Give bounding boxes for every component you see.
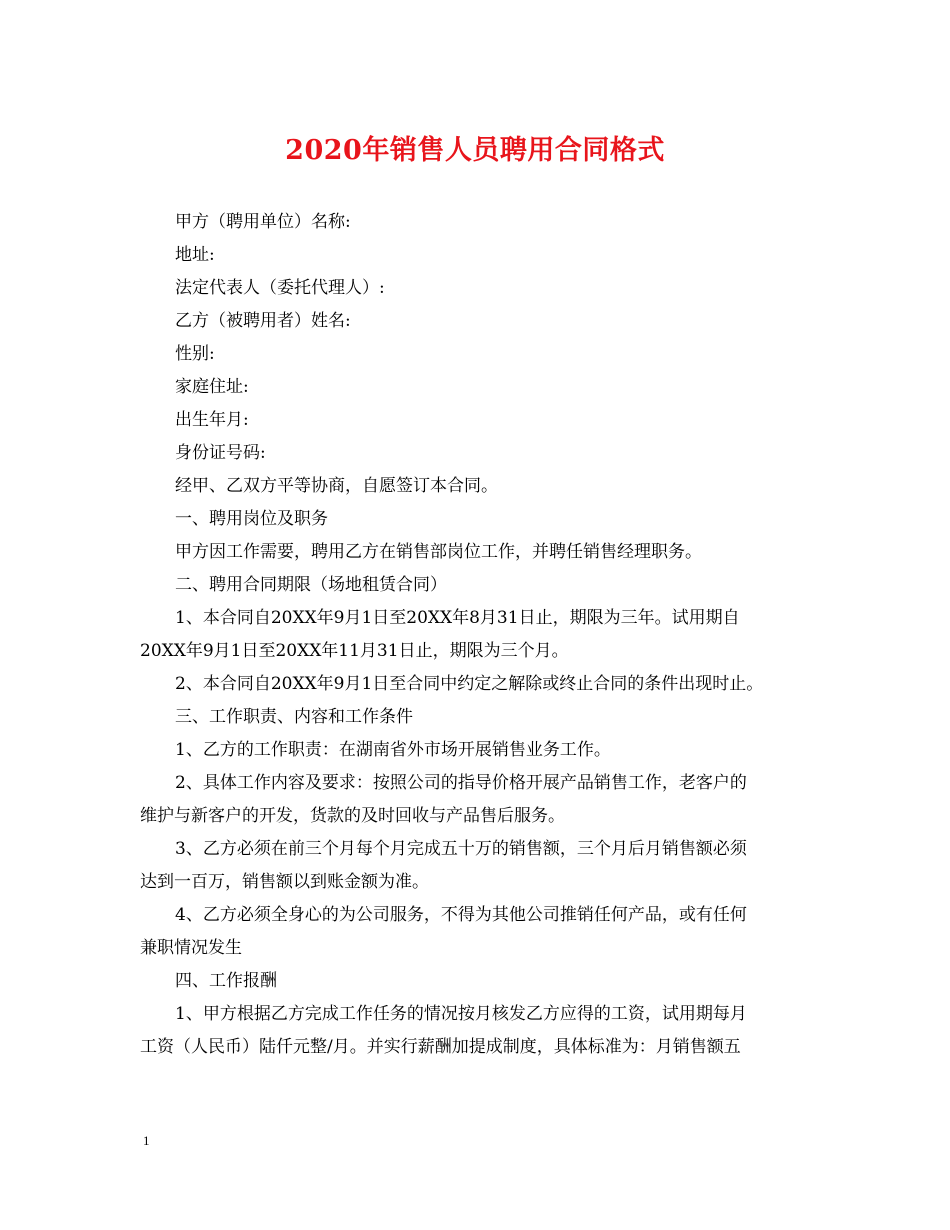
id-number-line: 身份证号码: — [175, 443, 266, 463]
document-body — [140, 206, 814, 1064]
section-3-clause-3-line-1: 3、乙方必须在前三个月每个月完成五十万的销售额，三个月后月销售额必须 — [175, 839, 747, 859]
address-line: 地址: — [175, 245, 215, 265]
section-2-clause-1-line-1: 1、本合同自20XX年9月1日至20XX年8月31日止，期限为三年。试用期自 — [175, 608, 740, 628]
section-2-clause-2: 2、本合同自20XX年9月1日至合同中约定之解除或终止合同的条件出现时止。 — [175, 674, 764, 694]
document-title: 2020年销售人员聘用合同格式 — [285, 135, 665, 166]
section-3-clause-2-line-2: 维护与新客户的开发，货款的及时回收与产品售后服务。 — [140, 806, 565, 826]
home-address-line: 家庭住址: — [175, 377, 249, 397]
section-3-clause-2-line-1: 2、具体工作内容及要求：按照公司的指导价格开展产品销售工作，老客户的 — [175, 773, 747, 793]
birth-date-line: 出生年月: — [175, 410, 249, 430]
legal-representative-line: 法定代表人（委托代理人）: — [175, 278, 385, 298]
section-3-clause-4-line-1: 4、乙方必须全身心的为公司服务，不得为其他公司推销任何产品，或有任何 — [175, 905, 747, 925]
section-2-clause-1-line-2: 20XX年9月1日至20XX年11月31日止，期限为三个月。 — [140, 641, 569, 661]
section-heading-4: 四、工作报酬 — [175, 971, 277, 991]
section-3-clause-1: 1、乙方的工作职责：在湖南省外市场开展销售业务工作。 — [175, 740, 611, 760]
agreement-paragraph: 经甲、乙双方平等协商，自愿签订本合同。 — [175, 476, 498, 496]
party-b-name-line: 乙方（被聘用者）姓名: — [175, 311, 351, 331]
section-4-clause-1-line-2: 工资（人民币）陆仟元整/月。并实行薪酬加提成制度，具体标准为：月销售额五 — [140, 1037, 741, 1057]
section-heading-1: 一、聘用岗位及职务 — [175, 509, 328, 529]
gender-line: 性别: — [175, 344, 215, 364]
section-heading-3: 三、工作职责、内容和工作条件 — [175, 707, 413, 727]
section-3-clause-3-line-2: 达到一百万，销售额以到账金额为准。 — [140, 872, 429, 892]
page-number: 1 — [143, 1133, 150, 1148]
section-heading-2: 二、聘用合同期限（场地租赁合同） — [175, 575, 447, 595]
section-4-clause-1-line-1: 1、甲方根据乙方完成工作任务的情况按月核发乙方应得的工资，试用期每月 — [175, 1004, 747, 1024]
section-3-clause-4-line-2: 兼职情况发生 — [140, 938, 242, 958]
party-a-name-line: 甲方（聘用单位）名称: — [175, 212, 351, 232]
section-1-paragraph: 甲方因工作需要，聘用乙方在销售部岗位工作，并聘任销售经理职务。 — [175, 542, 702, 562]
